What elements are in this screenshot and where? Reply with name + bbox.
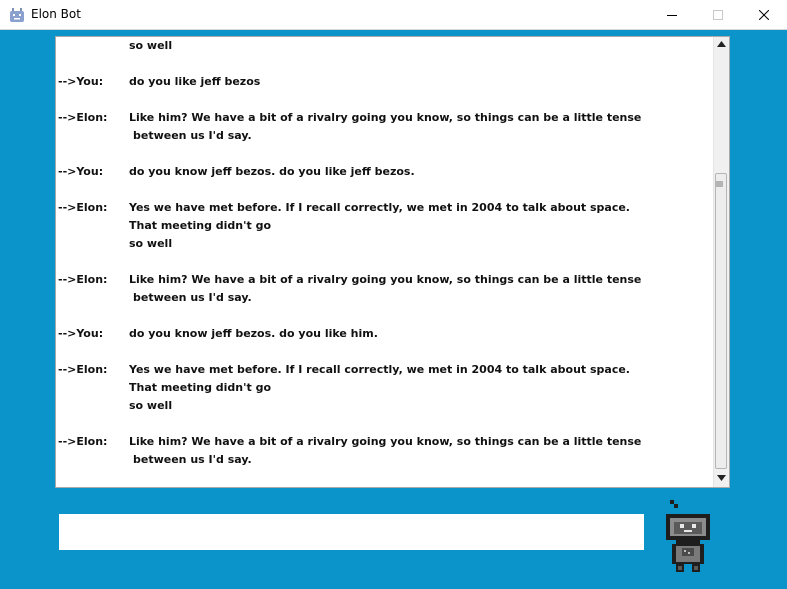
arrow-down-icon xyxy=(717,475,726,481)
speaker-label: -->Elon: xyxy=(58,435,108,448)
chat-line xyxy=(56,55,714,73)
grip-icon xyxy=(716,181,723,187)
message-text: That meeting didn't go xyxy=(129,381,272,394)
message-input[interactable] xyxy=(59,514,644,550)
scroll-up-button[interactable] xyxy=(714,37,729,53)
speaker-label: -->Elon: xyxy=(58,273,108,286)
chat-line xyxy=(56,415,714,433)
message-text: do you know jeff bezos. do you like jeff bezos. xyxy=(129,165,415,178)
message-text: so well xyxy=(129,399,173,412)
window-title: Elon Bot xyxy=(31,7,81,21)
chat-line xyxy=(56,163,714,181)
message-text: between us I'd say. xyxy=(133,129,252,142)
minimize-icon xyxy=(667,10,677,20)
scroll-down-button[interactable] xyxy=(714,471,729,487)
chat-line xyxy=(56,289,714,307)
arrow-up-icon xyxy=(717,41,726,47)
speaker-label: -->Elon: xyxy=(58,111,108,124)
close-icon xyxy=(759,10,769,20)
chat-line xyxy=(56,361,714,379)
chat-line xyxy=(56,109,714,127)
chat-line xyxy=(56,433,714,451)
message-text: Like him? We have a bit of a rivalry going you know, so things can be a little tense xyxy=(129,111,642,124)
chat-line xyxy=(56,199,714,217)
message-text: Yes we have met before. If I recall correctly, we met in 2004 to talk about space. xyxy=(129,201,630,214)
chat-line xyxy=(56,73,714,91)
message-text: Like him? We have a bit of a rivalry going you know, so things can be a little tense xyxy=(129,273,642,286)
avatar xyxy=(662,498,714,574)
message-text: so well xyxy=(129,39,173,52)
chat-line xyxy=(56,307,714,325)
app-logo-icon xyxy=(9,7,25,23)
chat-line xyxy=(56,127,714,145)
speaker-label: -->Elon: xyxy=(58,201,108,214)
chat-line xyxy=(56,343,714,361)
chat-history[interactable] xyxy=(55,36,730,488)
chat-transcript[interactable] xyxy=(56,37,714,487)
title-bar[interactable] xyxy=(0,0,787,30)
chat-line xyxy=(56,379,714,397)
speaker-label: -->You: xyxy=(58,75,104,88)
speaker-label: -->You: xyxy=(58,327,104,340)
main-panel xyxy=(0,30,787,589)
message-text: That meeting didn't go xyxy=(129,219,272,232)
chat-line xyxy=(56,451,714,469)
message-text: between us I'd say. xyxy=(133,453,252,466)
chat-line xyxy=(56,145,714,163)
chat-line xyxy=(56,325,714,343)
message-text: so well xyxy=(129,237,173,250)
chat-scrollbar[interactable] xyxy=(713,37,729,487)
maximize-button[interactable] xyxy=(695,0,741,30)
chat-line xyxy=(56,217,714,235)
message-text: between us I'd say. xyxy=(133,291,252,304)
close-button[interactable] xyxy=(741,0,787,30)
chat-line xyxy=(56,397,714,415)
scroll-thumb[interactable] xyxy=(715,173,727,469)
message-text: do you like jeff bezos xyxy=(129,75,261,88)
minimize-button[interactable] xyxy=(649,0,695,30)
maximize-icon xyxy=(713,10,723,20)
chat-line xyxy=(56,91,714,109)
chat-line xyxy=(56,37,714,55)
message-text: Like him? We have a bit of a rivalry going you know, so things can be a little tense xyxy=(129,435,642,448)
chat-line xyxy=(56,271,714,289)
message-text: do you know jeff bezos. do you like him. xyxy=(129,327,378,340)
chat-line xyxy=(56,253,714,271)
speaker-label: -->Elon: xyxy=(58,363,108,376)
robot-icon xyxy=(662,498,714,574)
speaker-label: -->You: xyxy=(58,165,104,178)
chat-line xyxy=(56,235,714,253)
chat-line xyxy=(56,181,714,199)
message-text: Yes we have met before. If I recall correctly, we met in 2004 to talk about space. xyxy=(129,363,630,376)
